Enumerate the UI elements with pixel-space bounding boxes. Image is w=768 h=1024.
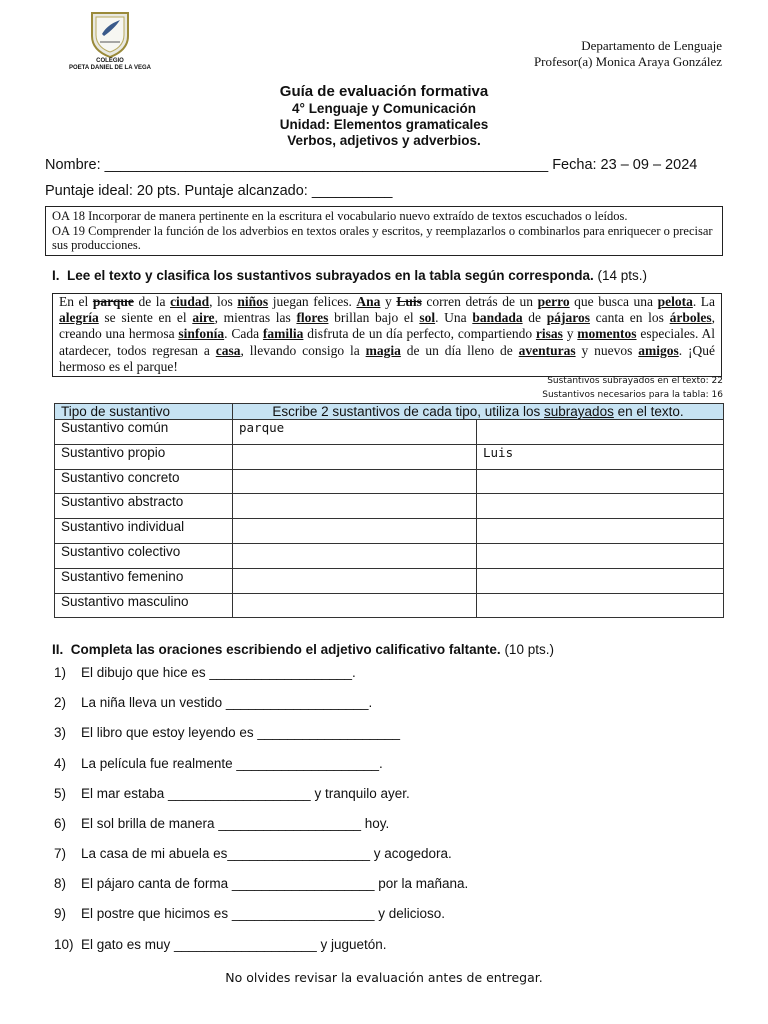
- noun-type-label: Sustantivo individual: [55, 519, 233, 544]
- noun-magia: magia: [365, 342, 401, 358]
- answer-cell[interactable]: [477, 469, 724, 494]
- footer-reminder: No olvides revisar la evaluación antes de entregar.: [225, 970, 543, 985]
- noun-ana: Ana: [356, 294, 381, 309]
- sentence-blank[interactable]: El sol brilla de manera ___________________ hoy.: [81, 816, 390, 831]
- objective-oa19: OA 19 Comprender la función de los adverbios en textos orales y escritos, y reemplazarlos o combinarlos para enriquecer o precisar sus producciones.: [52, 223, 713, 252]
- answer-cell[interactable]: [477, 494, 724, 519]
- section1-number: I.: [52, 268, 60, 283]
- noun-familia: familia: [262, 326, 304, 342]
- noun-amigos: amigos: [638, 342, 679, 358]
- table-row: [55, 420, 724, 445]
- noun-type-label: Sustantivo abstracto: [55, 494, 233, 519]
- section2-title: [52, 642, 554, 657]
- table-header-row: [55, 404, 724, 420]
- noun-flores: flores: [296, 310, 329, 326]
- list-item: 2) La niña lleva un vestido ___________________.: [54, 695, 373, 710]
- section2-instruction: Completa las oraciones escribiendo el adjetivo calificativo faltante.: [70, 642, 501, 657]
- answer-cell[interactable]: [233, 494, 477, 519]
- sentence-blank[interactable]: El mar estaba ___________________ y tranquilo ayer.: [81, 786, 410, 801]
- section2-points: (10 pts.): [504, 642, 554, 657]
- answer-cell[interactable]: [233, 469, 477, 494]
- department-name: Departamento de Lenguaje: [581, 38, 722, 53]
- school-logo: [60, 10, 160, 76]
- name-date-line: [45, 157, 697, 173]
- list-item: 10) El gato es muy ___________________ y juguetón.: [54, 937, 387, 952]
- logo-caption-name: POETA DANIEL DE LA VEGA: [68, 65, 151, 71]
- title-block: [0, 83, 768, 149]
- subject-title: 4° Lenguaje y Comunicación: [292, 101, 476, 116]
- date-label: Fecha: 23 – 09 – 2024: [552, 157, 698, 173]
- noun-luis: Luis: [396, 294, 422, 309]
- answer-cell[interactable]: [477, 444, 724, 469]
- list-item: 7) La casa de mi abuela es___________________ y acogedora.: [54, 846, 452, 861]
- noun-perro: perro: [537, 294, 570, 309]
- noun-pajaros: pájaros: [546, 310, 590, 326]
- logo-caption-school: COLEGIO: [96, 58, 124, 64]
- noun-parque: parque: [92, 294, 134, 309]
- list-item: 3) El libro que estoy leyendo es ___________________: [54, 725, 401, 740]
- reading-text: En el parque de la ciudad, los niños juegan felices. Ana y Luis corren detrás de un perro que busca una pelota. La alegría se siente en el aire, mientras las flores brillan bajo el sol. Una bandada de pájaros canta en los árboles, creando una hermosa sinfonía. Cada familia disfruta de un día perfecto, compartiendo risas y momentos especiales. Al atardecer, todos regresan a casa, llevando consigo la magia de un día lleno de aventuras y nuevos amigos. ¡Qué hermoso es el parque!: [52, 293, 722, 377]
- table-row: [55, 469, 724, 494]
- list-item: 5) El mar estaba ___________________ y tranquilo ayer.: [54, 786, 410, 801]
- answer-cell[interactable]: [477, 420, 724, 445]
- noun-alegria: alegría: [59, 310, 99, 326]
- list-item: 6) El sol brilla de manera ___________________ hoy.: [54, 816, 390, 831]
- noun-aire: aire: [192, 310, 215, 326]
- noun-type-label: Sustantivo común: [55, 420, 233, 445]
- section1-points: (14 pts.): [597, 268, 648, 283]
- table-row: [55, 568, 724, 593]
- table-row: [55, 519, 724, 544]
- answer-cell[interactable]: [233, 543, 477, 568]
- answer-cell[interactable]: [477, 519, 724, 544]
- section2-number: II.: [52, 642, 64, 657]
- answer-cell[interactable]: [477, 543, 724, 568]
- noun-risas: risas: [535, 326, 563, 342]
- noun-bandada: bandada: [472, 310, 523, 326]
- table-row: [55, 543, 724, 568]
- objective-oa18: OA 18 Incorporar de manera pertinente en la escritura el vocabulario nuevo extraído de textos escuchados o leídos.: [52, 209, 628, 223]
- score-line[interactable]: Puntaje ideal: 20 pts. Puntaje alcanzado: __________: [45, 183, 393, 199]
- answer-cell[interactable]: [233, 519, 477, 544]
- school-crest-icon: [88, 10, 132, 58]
- answer-cell[interactable]: [477, 593, 724, 618]
- sentence-blank[interactable]: El libro que estoy leyendo es ___________________: [81, 725, 401, 740]
- answer-cell[interactable]: [233, 593, 477, 618]
- noun-aventuras: aventuras: [518, 342, 576, 358]
- section1-instruction: Lee el texto y clasifica los sustantivos subrayados en la tabla según corresponda.: [67, 268, 594, 283]
- answer-cell[interactable]: [233, 420, 477, 445]
- sentence-blank[interactable]: El postre que hicimos es ___________________ y delicioso.: [81, 906, 446, 921]
- noun-type-label: Sustantivo colectivo: [55, 543, 233, 568]
- header-instruction: Escribe 2 sustantivos de cada tipo, utiliza los subrayados en el texto.: [233, 404, 724, 420]
- answer-cell[interactable]: [233, 444, 477, 469]
- table-row: [55, 593, 724, 618]
- noun-type-label: Sustantivo propio: [55, 444, 233, 469]
- noun-arboles: árboles: [669, 310, 712, 326]
- header-type: Tipo de sustantivo: [55, 404, 233, 420]
- sentence-blank[interactable]: La película fue realmente ___________________.: [81, 756, 383, 771]
- topic-title: Verbos, adjetivos y adverbios.: [287, 133, 481, 148]
- page-title: Guía de evaluación formativa: [279, 83, 489, 100]
- noun-type-label: Sustantivo femenino: [55, 568, 233, 593]
- noun-momentos: momentos: [577, 326, 637, 342]
- sentence-blank[interactable]: La niña lleva un vestido ___________________.: [81, 695, 373, 710]
- answer-cell[interactable]: [233, 568, 477, 593]
- handwritten-answer: parque: [239, 420, 285, 435]
- unit-title: Unidad: Elementos gramaticales: [279, 117, 489, 132]
- section1-title: [52, 268, 647, 283]
- note-underlined-count: Sustantivos subrayados en el texto: 22: [547, 376, 723, 386]
- list-item: 1) El dibujo que hice es ___________________.: [54, 665, 356, 680]
- noun-sol: sol: [419, 310, 436, 326]
- answer-cell[interactable]: [477, 568, 724, 593]
- noun-pelota: pelota: [657, 294, 693, 309]
- table-row: [55, 494, 724, 519]
- list-item: 9) El postre que hicimos es ___________________ y delicioso.: [54, 906, 446, 921]
- noun-ciudad: ciudad: [170, 294, 210, 309]
- noun-ninos: niños: [237, 294, 269, 309]
- teacher-name: Profesor(a) Monica Araya González: [533, 54, 722, 69]
- objectives-box: [45, 206, 723, 256]
- name-field[interactable]: Nombre: _______________________________________________________: [45, 157, 549, 173]
- note-required-count: Sustantivos necesarios para la tabla: 16: [542, 390, 723, 400]
- handwritten-answer: Luis: [483, 444, 514, 460]
- noun-sinfonia: sinfonía: [178, 326, 225, 342]
- sentence-blank[interactable]: El dibujo que hice es ___________________.: [81, 665, 356, 680]
- noun-casa: casa: [215, 342, 241, 358]
- department-header: [534, 38, 722, 70]
- noun-type-label: Sustantivo concreto: [55, 469, 233, 494]
- sentence-blank[interactable]: El gato es muy ___________________ y juguetón.: [81, 937, 387, 952]
- sentence-blank[interactable]: El pájaro canta de forma ___________________ por la mañana.: [81, 876, 469, 891]
- noun-classification-table: [54, 403, 724, 618]
- noun-type-label: Sustantivo masculino: [55, 593, 233, 618]
- list-item: 8) El pájaro canta de forma ___________________ por la mañana.: [54, 876, 469, 891]
- list-item: 4) La película fue realmente ___________________.: [54, 756, 383, 771]
- sentence-blank[interactable]: La casa de mi abuela es___________________ y acogedora.: [81, 846, 452, 861]
- table-row: [55, 444, 724, 469]
